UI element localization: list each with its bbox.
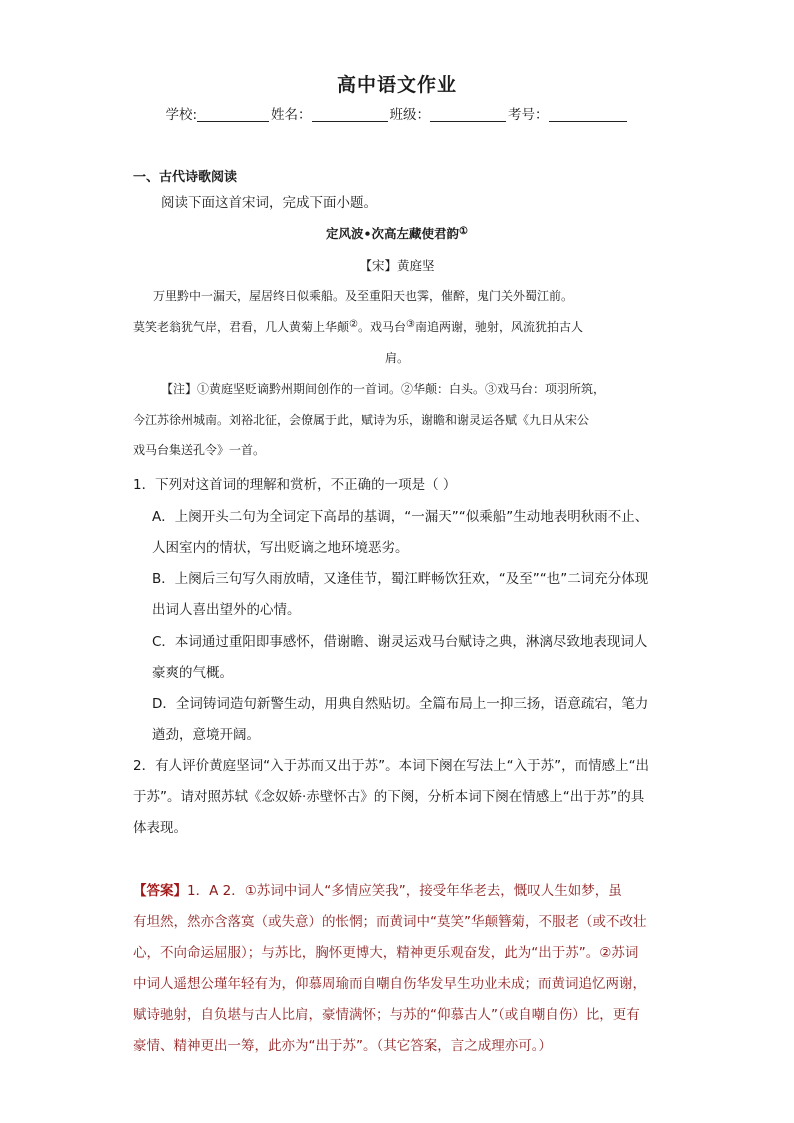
question-2-line-2: 于苏”。请对照苏轼《念奴娇·赤壁怀古》的下阕，分析本词下阕在情感上“出于苏”的具 (133, 789, 645, 805)
poem-line-3: 肩。 (384, 351, 409, 365)
class-blank[interactable] (430, 107, 506, 122)
poem-title-note-mark: ① (459, 226, 468, 237)
exam-no-blank[interactable] (549, 107, 627, 122)
poem-line-1: 万里黔中一漏天，屋居终日似乘船。及至重阳天也霁，催醉，鬼门关外蜀江前。 (153, 289, 574, 303)
answer-line-1-text: 1．A 2．①苏词中词人“多情应笑我”，接受年华老去，慨叹人生如梦，虽 (187, 883, 622, 899)
question-1: 1．下列对这首词的理解和赏析，不正确的一项是（ ） (133, 477, 457, 493)
answer-line-1 (133, 879, 622, 899)
poem-note-line-1: 【注】①黄庭坚贬谪黔州期间创作的一首词。②华颠：白头。③戏马台：项羽所筑， (161, 382, 606, 396)
answer-line-5: 赋诗驰射，自负堪与古人比肩，豪情满怀；与苏的“仰慕古人”（或自嘲自伤）比，更有 (133, 1007, 640, 1023)
school-blank[interactable] (197, 107, 269, 122)
class-label: 班级： (389, 107, 431, 123)
section-heading: 一、古代诗歌阅读 (133, 170, 238, 185)
option-a-line-2: 人困室内的情状，写出贬谪之地环境恶劣。 (152, 540, 409, 556)
poem-line-2-part-a: 莫笑老翁犹气岸，君看，几人黄菊上华颠 (133, 320, 350, 334)
answer-line-3: 心，不向命运屈服）；与苏比，胸怀更博大，精神更乐观奋发，此为“出于苏”。②苏词 (133, 945, 639, 961)
option-b-line-1: B．上阕后三句写久雨放晴，又逢佳节，蜀江畔畅饮狂欢，“及至”“也”二词充分体现 (152, 571, 649, 587)
poem-line-2-part-b: 。戏马台 (357, 320, 406, 334)
answer-line-2: 有坦然，然亦含落寞（或失意）的怅惘；而黄词中“莫笑”华颠簪菊，不服老（或不改壮 (133, 914, 647, 930)
school-label: 学校: (165, 107, 198, 123)
student-info-row (0, 103, 794, 123)
poem-note-line-3: 戏马台集送孔令》一首。 (133, 443, 266, 457)
option-c-line-2: 豪爽的气概。 (152, 665, 233, 681)
poem-note-line-2: 今江苏徐州城南。刘裕北征，会僚属于此，赋诗为乐，谢瞻和谢灵运各赋《九日从宋公 (133, 413, 590, 427)
poem-title (0, 224, 794, 242)
poem-note-mark-2: ② (349, 319, 358, 330)
answer-line-6: 豪情、精神更出一筹，此亦为“出于苏”。（其它答案，言之成理亦可。） (133, 1038, 552, 1054)
exam-no-label: 考号： (508, 107, 549, 123)
poem-note-mark-3: ③ (406, 319, 415, 330)
poem-line-2 (133, 318, 663, 335)
poem-title-text: 定风波•次高左藏使君韵 (326, 226, 460, 241)
answer-tag: 【答案】 (133, 883, 187, 899)
poem-line-2-part-c: 南追两谢，驰射，风流犹拍古人 (414, 320, 583, 334)
name-label: 姓名： (271, 107, 312, 123)
option-d-line-1: D．全词铸词造句新警生动，用典自然贴切。全篇布局上一抑三扬，语意疏宕，笔力 (152, 696, 649, 712)
answer-line-4: 中词人遥想公瑾年轻有为，仰慕周瑜而自嘲自伤华发早生功业未成；而黄词追忆两谢， (133, 976, 646, 992)
section-intro: 阅读下面这首宋词，完成下面小题。 (161, 195, 377, 211)
name-blank[interactable] (312, 107, 388, 122)
question-2-line-1: 2．有人评价黄庭坚词“入于苏而又出于苏”。本词下阕在写法上“入于苏”，而情感上“出 (133, 758, 650, 774)
question-2-line-3: 体表现。 (133, 820, 187, 836)
poem-author: 【宋】黄庭坚 (359, 258, 435, 273)
option-c-line-1: C．本词通过重阳即事感怀，借谢瞻、谢灵运戏马台赋诗之典，淋漓尽致地表现词人 (152, 634, 648, 650)
option-a-line-1: A．上阕开头二句为全词定下高昂的基调，“一漏天”“似乘船”生动地表明秋雨不止、 (152, 509, 649, 525)
option-d-line-2: 遒劲，意境开阔。 (152, 727, 260, 743)
page-title: 高中语文作业 (336, 74, 457, 96)
option-b-line-2: 出词人喜出望外的心情。 (152, 602, 301, 618)
